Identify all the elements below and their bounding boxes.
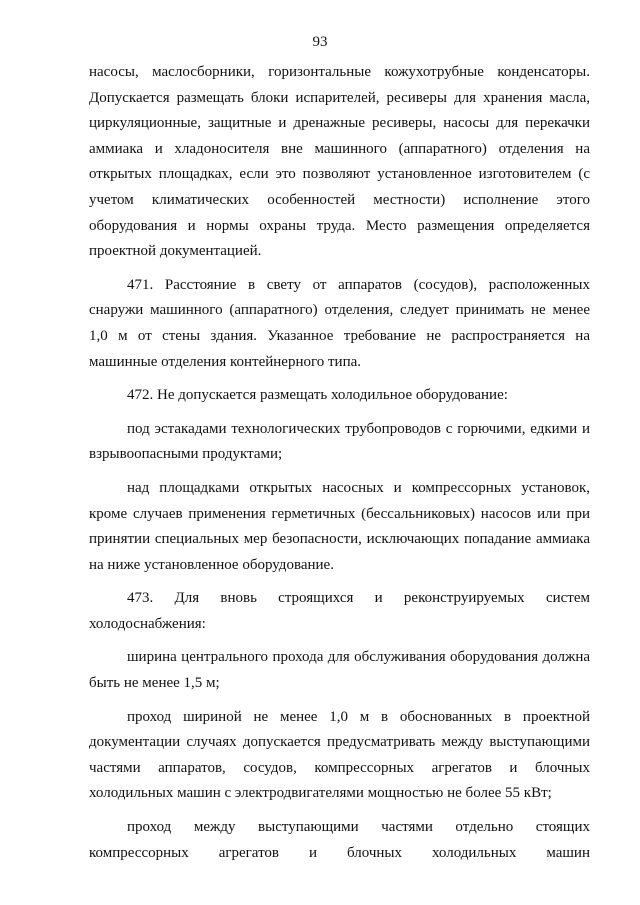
paragraph-472-item-1: под эстакадами технологических трубопроводов с горючими, едкими и взрывоопасными продуктами; (89, 420, 590, 463)
paragraph-473: 473. Для вновь строящихся и реконструируемых систем холодоснабжения: (89, 590, 590, 632)
paragraph-473-item-1: ширина центрального прохода для обслуживания оборудования должна быть не менее 1,5 м; (89, 649, 590, 692)
page-number: 93 (312, 34, 328, 50)
paragraph-473-item-3: проход между выступающими частями отдельно стоящих компрессорных агрегатов и блочных холодильных машин (89, 819, 590, 861)
paragraph-473-item-2: проход шириной не менее 1,0 м в обоснованных в проектной документации случаях допускается предусматривать между выступающими частями аппаратов, сосудов, компрессорных агрегатов и блочных холодильных машин с электродвигателями мощностью не более 55 кВт; (89, 708, 590, 802)
body-text (89, 60, 590, 866)
paragraph-472-item-2: над площадками открытых насосных и компрессорных установок, кроме случаев применения герметичных (бессальниковых) насосов или при принятии специальных мер безопасности, исключающих попадание аммиака на ниже установленное оборудование. (89, 479, 590, 573)
paragraph-472: 472. Не допускается размещать холодильное оборудование: (127, 387, 508, 404)
paragraph-471: 471. Расстояние в свету от аппаратов (сосудов), расположенных снаружи машинного (аппаратного) отделения, следует принимать не менее 1,0 м от стены здания. Указанное требование не распространяется на машинные отделения контейнерного типа. (89, 276, 590, 370)
paragraph-continuation: насосы, маслосборники, горизонтальные кожухотрубные конденсаторы. Допускается размещать блоки испарителей, ресиверы для хранения масла, циркуляционные, защитные и дренажные ресиверы, насосы для перекачки аммиака и хладоносителя вне машинного (аппаратного) отделения на открытых площадках, если это позволяют установленное изготовителем (с учетом климатических особенностей местности) исполнение этого оборудования и нормы охраны труда. Место размещения определяется проектной документацией. (89, 64, 590, 260)
